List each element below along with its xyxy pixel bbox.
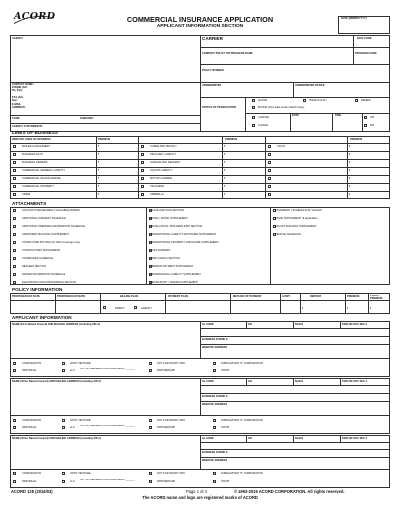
naic-code-label: NAIC CODE [357,37,372,40]
cancel-checkbox[interactable] [252,124,255,127]
applicant-1-corporation-checkbox[interactable] [13,362,16,365]
lob-business-auto-checkbox[interactable] [13,153,16,156]
applicant-2-trust-checkbox[interactable] [213,426,216,429]
time-label: TIME [335,114,342,117]
billing-agency-checkbox[interactable] [134,306,137,309]
applicant-3-partnership-label: PARTNERSHIP [157,480,176,483]
lob-boiler-label: BOILER & MACHINERY [22,145,51,148]
applicant-3-phone: BUSINESS PHONE #: [202,451,229,454]
footer-form-id: ACORD 125 (2016/03) [11,489,53,494]
lob-liquor-label: LIQUOR LIABILITY [150,169,173,172]
applicant-2-individual-checkbox[interactable] [13,426,16,429]
change-label: CHANGE [258,116,270,119]
underwriter-office-label: UNDERWRITER OFFICE [295,84,325,87]
fax-label: FAX (A/C, No): [12,96,24,102]
applicant-2-individual-label: INDIVIDUAL [22,426,37,429]
applicant-3-subs-checkbox[interactable] [213,472,216,475]
contact-name-label: CONTACT NAME: [12,82,34,86]
lob-yacht-checkbox[interactable] [268,145,271,148]
subcode-label: SUBCODE: [80,117,94,120]
attach-edp-checkbox[interactable] [13,281,16,284]
attach-ar-label: ACCOUNTS RECEIVABLE / VALUABLE PAPERS [22,209,80,212]
applicant-1-website: WEBSITE ADDRESS [202,346,228,349]
date-label: DATE (MM/DD/YYYY) [341,17,367,20]
issue-policy-checkbox[interactable] [303,99,306,102]
lob-cgl-checkbox[interactable] [13,169,16,172]
lob-dollar: $ [224,161,226,164]
lob-dollar: $ [224,153,226,156]
applicant-1-llc-label: LLC [70,369,75,372]
applicant-3-members-label: NO. OF MEMBERS AND MANAGERS: ______ [80,479,135,481]
attach-contractors-checkbox[interactable] [13,249,16,252]
attach-intl-property-label: INTERNATIONAL PROPERTY EXPOSURE SUPPLEMENT [150,241,219,244]
applicant-2-nfp-checkbox[interactable] [149,419,152,422]
lob-dollar: $ [349,185,351,188]
lob-blank-checkbox[interactable] [268,185,271,188]
issue-policy-label: ISSUE POLICY [309,99,328,102]
applicant-1-individual-checkbox[interactable] [13,369,16,372]
attach-glass-label: GLASS AND SIGN SECTION [150,209,185,212]
lob-business-owners-checkbox[interactable] [13,161,16,164]
attach-state-label: STATE SUPPLEMENT (If applicable) [275,217,318,220]
applicant-1-subs-label: SUBCHAPTER "S" CORPORATION [221,362,263,365]
policy-program-label: COMPANY POLICY OR PROGRAM NAME [202,52,253,55]
lob-dollar: $ [98,193,100,196]
lob-boiler-checkbox[interactable] [13,145,16,148]
pm-checkbox[interactable] [364,124,367,127]
applicant-3-individual-checkbox[interactable] [13,480,16,483]
applicant-2-name-label: NAME (Other Named Insured) AND MAILING ADDRESS (including ZIP+4) [12,380,102,383]
applicant-1-llc-checkbox[interactable] [62,369,65,372]
applicant-2-trust-label: TRUST [221,426,230,429]
applicant-3-fein: FEIN OR SOC SEC # [342,437,368,440]
applicant-1-jv-label: JOINT VENTURE [70,362,91,365]
footer-copyright: © 1993-2015 ACORD CORPORATION. All rights reserved. [234,489,345,494]
lob-premium-header-2: PREMIUM [225,138,238,141]
applicant-1-gl-code: GL CODE [202,323,214,326]
applicant-1-subs-checkbox[interactable] [213,362,216,365]
attach-intl-liability-label: INTERNATIONAL LIABILITY EXPOSURE SUPPLEMENT [150,233,217,236]
attach-apartment-label: APARTMENT BUILDING SUPPLEMENT [22,233,69,236]
applicant-3-sic: SIC [248,437,253,440]
attach-coverages-label: COVERAGES SCHEDULE [22,257,54,260]
acord-logo-text: ACORD [14,11,56,22]
lob-dollar: $ [224,169,226,172]
attachments-section-title: ATTACHMENTS [12,201,47,206]
lob-yacht-label: YACHT [277,145,286,148]
status-of-transaction-label: STATUS OF TRANSACTION [202,106,236,109]
pm-label: PM [370,124,374,127]
lob-blank-checkbox[interactable] [268,161,271,164]
applicant-2-jv-checkbox[interactable] [62,419,65,422]
lob-premium-header-3: PREMIUM [350,138,363,141]
attach-dealers-label: DEALERS SECTION [22,265,47,268]
lob-dollar: $ [98,161,100,164]
lob-inland-marine-checkbox[interactable] [13,177,16,180]
policy-prem-dollar: $ [370,307,372,310]
lob-commercial-property-label: COMMERCIAL PROPERTY [22,185,55,188]
underwriter-label: UNDERWRITER [202,84,222,87]
bound-checkbox[interactable] [252,106,255,109]
billing-plan-label: BILLING PLAN [120,295,139,298]
applicant-3-llc-label: LLC [70,480,75,483]
lob-liquor-checkbox[interactable] [141,169,144,172]
applicant-1-corporation-label: CORPORATION [22,362,42,365]
applicant-1-name-label: NAME (First Named Insured) AND MAILING ADDRESS (including ZIP+4) [12,323,101,326]
attach-hotel-label: HOTEL / MOTEL SUPPLEMENT [150,217,188,220]
lob-blank-checkbox[interactable] [268,169,271,172]
applicant-2-nfp-label: NOT FOR PROFIT ORG [157,419,186,422]
applicant-1-trust-label: TRUST [221,369,230,372]
lob-dollar: $ [98,153,100,156]
applicant-section-title: APPLICANT INFORMATION [12,315,72,320]
email-label: E-MAIL ADDRESS: [12,103,26,109]
lob-dollar: $ [349,161,351,164]
lob-dollar: $ [349,169,351,172]
lob-garage-label: GARAGE AND DEALERS [150,161,180,164]
attach-addl-premises-label: ADDITIONAL PREMISES INFORMATION SCHEDULE [22,225,86,228]
attach-driver-checkbox[interactable] [13,273,16,276]
applicant-1-trust-checkbox[interactable] [213,369,216,372]
applicant-3-partnership-checkbox[interactable] [149,480,152,483]
lob-umbrella-label: UMBRELLA [150,193,164,196]
attach-coverages-checkbox[interactable] [13,257,16,260]
applicant-3-website: WEBSITE ADDRESS [202,459,228,462]
attach-contractors-label: CONTRACTORS SUPPLEMENT [22,249,61,252]
attach-addl-interest-label: ADDITIONAL INTEREST SCHEDULE [22,217,66,220]
attach-sov-label: STATEMENT / SCHEDULE OF VALUES [275,209,322,212]
renew-checkbox[interactable] [355,99,358,102]
lob-dollar: $ [98,185,100,188]
applicant-2-partnership-label: PARTNERSHIP [157,426,176,429]
applicant-3-nfp-label: NOT FOR PROFIT ORG [157,472,186,475]
audit-label: AUDIT [282,295,290,298]
applicant-2-gl-code: GL CODE [202,380,214,383]
attach-condo-label: CONDO ASSN BYLAWS (for D&O Coverage only) [22,241,80,244]
applicant-2-members-label: NO. OF MEMBERS AND MANAGERS: ______ [80,425,135,427]
applicant-3-subs-label: SUBCHAPTER "S" CORPORATION [221,472,263,475]
lob-dollar: $ [224,177,226,180]
proposed-exp-label: PROPOSED EXP DATE [57,295,86,298]
attach-addl-interest-checkbox[interactable] [13,217,16,220]
lob-dollar: $ [98,177,100,180]
lob-business-owners-label: BUSINESS OWNERS [22,161,48,164]
program-code-label: PROGRAM CODE [355,52,377,55]
attach-installation-label: INSTALLATION / BUILDERS RISK SECTION [150,225,203,228]
attach-dealers-checkbox[interactable] [13,265,16,268]
lob-dollar: $ [349,145,351,148]
lob-fiduciary-label: FIDUCIARY LIABILITY [150,153,177,156]
lob-section-title: LINES OF BUSINESS [12,130,58,135]
attach-driver-label: DRIVER INFORMATION SCHEDULE [22,273,66,276]
deposit-label: DEPOSIT [310,295,322,298]
attach-edp-label: ELECTRONIC DATA PROCESSING SECTION [22,281,77,284]
attach-premium-payment-label: PREMIUM PAYMENT SUPPLEMENT [150,265,194,268]
applicant-3-corporation-checkbox[interactable] [13,472,16,475]
footer-trademark: The ACORD name and logo are registered marks of ACORD [142,495,258,500]
date-sub-label: DATE [292,114,299,117]
lob-garage-checkbox[interactable] [141,161,144,164]
cancel-label: CANCEL [258,124,269,127]
min-premium-label: MINIMUM PREMIUM [347,293,360,298]
lob-cyber-label: CYBER AND PRIVACY [150,145,177,148]
lob-dollar: $ [349,153,351,156]
quote-checkbox[interactable] [252,99,255,102]
policy-premium-label: POLICY PREMIUM [370,295,383,300]
lob-dollar: $ [98,145,100,148]
lob-dollar: $ [224,185,226,188]
attach-loss-summary-label: LOSS SUMMARY [150,249,171,252]
applicant-2-jv-label: JOINT VENTURE [70,419,91,422]
lob-cgl-label: COMMERCIAL GENERAL LIABILITY [22,169,66,172]
lob-dollar: $ [349,193,351,196]
applicant-3-jv-label: JOINT VENTURE [70,472,91,475]
attach-condo-checkbox[interactable] [13,241,16,244]
applicant-1-nfp-label: NOT FOR PROFIT ORG [157,362,186,365]
applicant-2-website: WEBSITE ADDRESS [202,403,228,406]
lob-truckers-checkbox[interactable] [141,185,144,188]
bound-label: BOUND (Give Date and/or Attach Copy): [258,106,305,109]
applicant-2-llc-label: LLC [70,426,75,429]
attach-professional-label: PROFESSIONAL LIABILITY SUPPLEMENT [150,273,201,276]
lob-motor-carrier-checkbox[interactable] [141,177,144,180]
attach-vehicle-label: VEHICLE SCHEDULE [275,233,301,236]
footer-page: Page 1 of 4 [186,489,207,494]
applicant-3-jv-checkbox[interactable] [62,472,65,475]
applicant-2-llc-checkbox[interactable] [62,426,65,429]
carrier-label: CARRIER [202,36,223,41]
billing-direct-checkbox[interactable] [103,306,106,309]
policy-section-title: POLICY INFORMATION [12,287,63,292]
code-label: CODE: [12,117,21,120]
attach-vacant-label: VACANT BUILDING SUPPLEMENT [275,225,317,228]
applicant-1-members-label: NO. OF MEMBERS AND MANAGERS: ______ [80,368,135,370]
applicant-1-nfp-checkbox[interactable] [149,362,152,365]
form-subtitle: APPLICANT INFORMATION SECTION [156,24,244,29]
am-label: AM [370,116,374,119]
lob-dollar: $ [98,169,100,172]
applicant-3-name-label: NAME (Other Named Insured) AND MAILING ADDRESS (including ZIP+4) [12,437,102,440]
agency-label: AGENCY [12,37,24,40]
attach-open-cargo-label: OPEN CARGO SECTION [150,257,180,260]
billing-agency-label: AGENCY [141,307,152,310]
lob-blank-checkbox[interactable] [268,193,271,196]
applicant-2-subs-checkbox[interactable] [213,419,216,422]
applicant-2-corporation-checkbox[interactable] [13,419,16,422]
quote-label: QUOTE [258,99,268,102]
method-label: METHOD OF PAYMENT [233,295,262,298]
lob-premium-header-1: PREMIUM [98,138,111,141]
applicant-3-corporation-label: CORPORATION [22,472,42,475]
lob-motor-carrier-label: MOTOR CARRIER [150,177,172,180]
billing-direct-label: DIRECT [115,307,125,310]
applicant-1-jv-checkbox[interactable] [62,362,65,365]
attach-restaurant-label: RESTAURANT / TAVERN SUPPLEMENT [150,281,198,284]
applicant-1-individual-label: INDIVIDUAL [22,369,37,372]
am-checkbox[interactable] [364,116,367,119]
attach-ar-checkbox[interactable] [13,209,16,212]
applicant-2-partnership-checkbox[interactable] [149,426,152,429]
applicant-2-sic: SIC [248,380,253,383]
applicant-3-gl-code: GL CODE [202,437,214,440]
lob-inland-marine-label: COMMERCIAL INLAND MARINE [22,177,61,180]
form-title: COMMERCIAL INSURANCE APPLICATION [126,15,274,24]
applicant-2-naics: NAICS [295,380,304,383]
applicant-1-sic: SIC [248,323,253,326]
customer-id-label: AGENCY CUSTOMER ID: [12,125,43,128]
applicant-1-fein: FEIN OR SOC SEC # [342,323,368,326]
applicant-2-phone: BUSINESS PHONE #: [202,395,229,398]
payment-plan-label: PAYMENT PLAN [168,295,189,298]
lob-truckers-label: TRUCKERS [150,185,165,188]
attach-apartment-checkbox[interactable] [13,233,16,236]
phone-label: PHONE (A/C, No, Ext): [12,86,28,92]
lob-indicate-header: INDICATE LINES OF BUSINESS [12,138,51,141]
lob-fiduciary-checkbox[interactable] [141,153,144,156]
applicant-2-subs-label: SUBCHAPTER "S" CORPORATION [221,419,263,422]
lob-dollar: $ [224,193,226,196]
applicant-1-naics: NAICS [295,323,304,326]
policy-number-label: POLICY NUMBER [202,69,224,72]
renew-label: RENEW [361,99,371,102]
lob-blank-checkbox[interactable] [268,177,271,180]
applicant-1-partnership-label: PARTNERSHIP [157,369,176,372]
lob-business-auto-label: BUSINESS AUTO [22,153,43,156]
applicant-3-individual-label: INDIVIDUAL [22,480,37,483]
applicant-1-partnership-checkbox[interactable] [149,369,152,372]
acord-logo [13,12,55,22]
deposit-dollar: $ [302,307,304,310]
applicant-3-trust-label: TRUST [221,480,230,483]
applicant-2-fein: FEIN OR SOC SEC # [342,380,368,383]
applicant-3-nfp-checkbox[interactable] [149,472,152,475]
lob-dollar: $ [349,177,351,180]
applicant-1-phone: BUSINESS PHONE #: [202,338,229,341]
applicant-2-corporation-label: CORPORATION [22,419,42,422]
applicant-3-naics: NAICS [295,437,304,440]
lob-cyber-checkbox[interactable] [141,145,144,148]
lob-blank-checkbox[interactable] [268,153,271,156]
attach-addl-premises-checkbox[interactable] [13,225,16,228]
min-prem-dollar: $ [347,307,349,310]
lob-umbrella-checkbox[interactable] [141,193,144,196]
applicant-3-llc-checkbox[interactable] [62,480,65,483]
change-checkbox[interactable] [252,116,255,119]
applicant-3-trust-checkbox[interactable] [213,480,216,483]
lob-commercial-property-checkbox[interactable] [13,185,16,188]
proposed-eff-label: PROPOSED EFF DATE [12,295,40,298]
lob-crime-label: CRIME [22,193,31,196]
lob-crime-checkbox[interactable] [13,193,16,196]
lob-dollar: $ [224,145,226,148]
